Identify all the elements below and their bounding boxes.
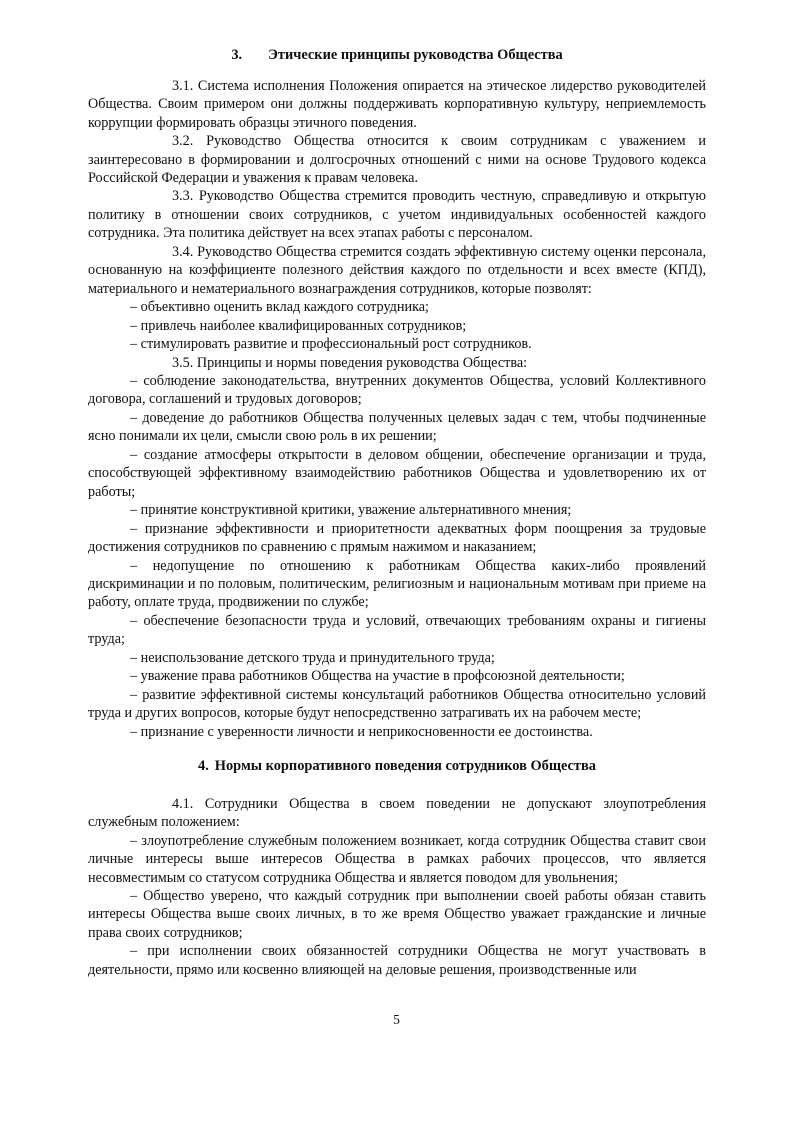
section-3-title: Этические принципы руководства Общества — [268, 47, 563, 63]
heading-gap — [88, 788, 706, 795]
paragraph-3-3 — [88, 187, 706, 242]
section-3-heading — [88, 46, 706, 65]
list-item: – развитие эффективной системы консультаций работников Общества относительно условий труда и других вопросов, которые будут непосредственно затрагивать их на рабочем месте; — [88, 686, 706, 723]
list-3-5 — [88, 372, 706, 741]
paragraph-4-1-text: Сотрудники Общества в своем поведении не допускают злоупотребления служебным положением: — [88, 795, 707, 831]
paragraph-3-1-number: 3.1. — [172, 77, 194, 94]
paragraph-4-1 — [88, 795, 706, 832]
paragraph-3-2-number: 3.2. — [172, 133, 194, 150]
list-item: – привлечь наиболее квалифицированных сотрудников; — [88, 317, 706, 335]
list-item: – стимулировать развитие и профессиональный рост сотрудников. — [88, 335, 706, 353]
paragraph-3-5 — [88, 354, 706, 372]
list-item: – создание атмосферы открытости в деловом общении, обеспечение организации и труда, способствующей эффективному взаимодействию работников Общества и удовлетворению их от работы; — [88, 446, 706, 501]
paragraph-3-1 — [88, 77, 706, 132]
section-4-title: Нормы корпоративного поведения сотрудников Общества — [214, 758, 596, 775]
paragraph-3-4 — [88, 243, 706, 298]
section-gap — [88, 741, 706, 757]
list-4-1 — [88, 832, 706, 980]
list-item: – соблюдение законодательства, внутренних документов Общества, условий Коллективного договора, соглашений и трудовых договоров; — [88, 372, 706, 409]
list-item: – уважение права работников Общества на участие в профсоюзной деятельности; — [88, 667, 706, 685]
list-item: – признание эффективности и приоритетности адекватных форм поощрения за трудовые достижения сотрудников по сравнению с прямым нажимом и наказанием; — [88, 520, 706, 557]
paragraph-3-3-text: Руководство Общества стремится проводить честную, справедливую и открытую политику в отношении своих сотрудников, с учетом индивидуальных особенностей каждого сотрудника. Эта политика действует на всех этапах работы с персоналом. — [88, 188, 707, 242]
paragraph-4-1-number: 4.1. — [172, 795, 194, 812]
list-item: – принятие конструктивной критики, уважение альтернативного мнения; — [88, 501, 706, 519]
paragraph-3-5-number: 3.5. — [172, 354, 194, 371]
paragraph-3-2 — [88, 132, 706, 187]
section-4-heading — [88, 757, 706, 776]
list-item: – недопущение по отношению к работникам Общества каких-либо проявлений дискриминации и по половым, политическим, религиозным и национальным мотивам при приеме на работу, оплате труда, продвижении по службе; — [88, 557, 706, 612]
list-item: – злоупотребление служебным положением возникает, когда сотрудник Общества ставит свои личные интересы выше интересов Общества в рамках рабочих процессов, что является несовместимым со статусом сотрудника Общества и является поводом для увольнения; — [88, 832, 706, 887]
section-4-number: 4. — [198, 758, 209, 775]
page-number: 5 — [393, 1012, 400, 1027]
paragraph-3-2-text: Руководство Общества относится к своим сотрудникам с уважением и заинтересовано в формировании и долгосрочных отношений с ними на основе Трудового кодекса Российской Федерации и уважения к правам человека. — [88, 133, 707, 186]
list-item: – неиспользование детского труда и принудительного труда; — [88, 649, 706, 667]
list-item: – признание с уверенности личности и неприкосновенности ее достоинства. — [88, 723, 706, 741]
list-item: – при исполнении своих обязанностей сотрудники Общества не могут участвовать в деятельности, прямо или косвенно влияющей на деловые решения, производственные или — [88, 942, 706, 979]
document-body — [88, 46, 706, 979]
list-item: – доведение до работников Общества полученных целевых задач с тем, чтобы подчиненные ясно понимали их цели, смысли свою роль в их решении; — [88, 409, 706, 446]
list-item: – объективно оценить вклад каждого сотрудника; — [88, 298, 706, 316]
paragraph-3-1-text: Система исполнения Положения опирается на этическое лидерство руководителей Общества. Своим примером они должны поддерживать корпоративную культуру, неприемлемость коррупции формировать образцы этичного поведения. — [88, 77, 706, 131]
paragraph-3-4-text: Руководство Общества стремится создать эффективную систему оценки персонала, основанную на коэффициенте полезного действия каждого по отдельности и всех вместе (КПД), материального и нематериального вознаграждения сотрудников, которые позволят: — [88, 243, 706, 297]
paragraph-3-5-text: Принципы и нормы поведения руководства Общества: — [196, 354, 528, 371]
paragraph-3-3-number: 3.3. — [172, 188, 194, 205]
list-item: – обеспечение безопасности труда и условий, отвечающих требованиям охраны и гигиены труда; — [88, 612, 706, 649]
paragraph-3-4-number: 3.4. — [172, 243, 194, 260]
section-3-number: 3. — [231, 47, 243, 63]
list-item: – Общество уверено, что каждый сотрудник при выполнении своей работы обязан ставить интересы Общества выше своих личных, в то же время Общество уважает гражданские и личные права своих сотрудников; — [88, 887, 706, 942]
list-3-4 — [88, 298, 706, 353]
